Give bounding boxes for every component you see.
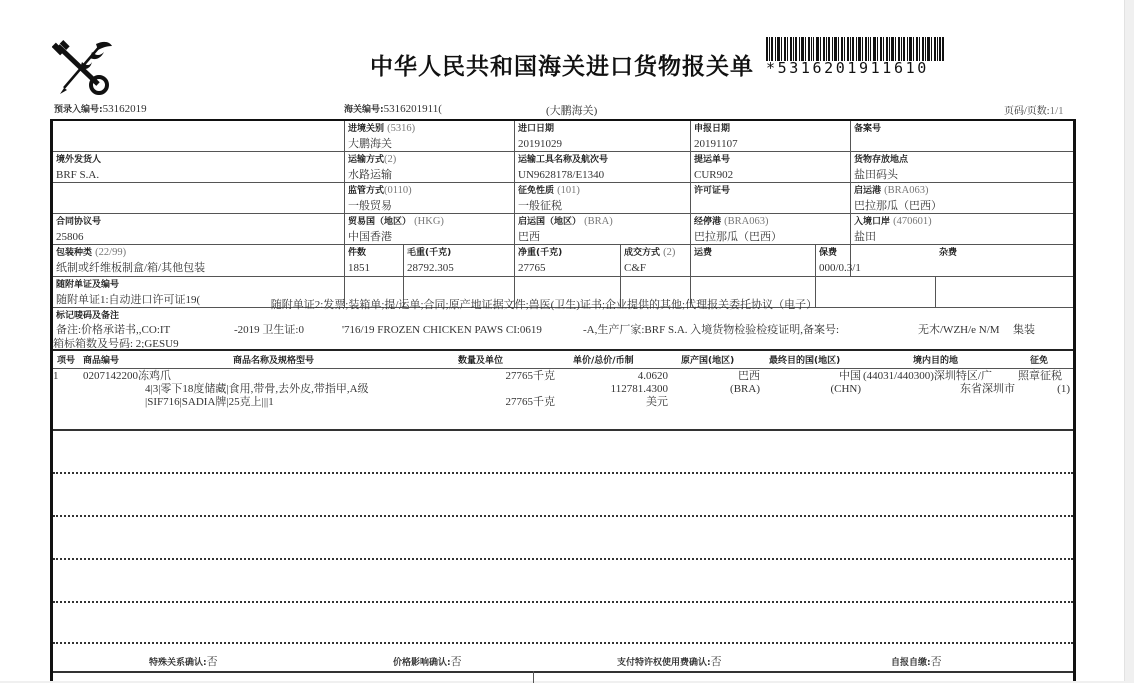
customs-number-label: 海关编号:	[344, 105, 384, 115]
item-hs-code: 0207142200	[83, 370, 138, 382]
item-destination: 中国	[839, 370, 861, 382]
remarks-part-b: -2019 卫生证:0	[234, 324, 304, 336]
viewer-scrollbar-track[interactable]	[1125, 0, 1134, 681]
field-record-no: 备案号	[854, 124, 882, 134]
customs-emblem-icon	[52, 38, 112, 96]
header-product-name: 商品名称及规格型号	[233, 356, 315, 366]
item-spec-line-2: |SIF716|SADIA牌|25克上|||1	[145, 396, 274, 408]
item-domestic-dest-1: (44031/440300)深圳特区/广	[863, 370, 992, 382]
remarks-part-a: 备注:价格承诺书,,CO:IT	[56, 324, 171, 336]
field-entry-customs: 进境关别 (5316) 大鹏海关	[348, 123, 416, 150]
field-entry-port: 入境口岸 (470601) 盐田	[854, 216, 932, 243]
field-gross-weight: 毛重(千克) 28792.305	[407, 248, 454, 274]
item-spec-line-1: 4|3|零下18度储藏|食用,带骨,去外皮,带指甲,A级	[145, 383, 369, 395]
customs-number	[344, 102, 442, 115]
item-currency: 美元	[646, 396, 668, 408]
header-quantity: 数量及单位	[458, 356, 504, 366]
header-origin: 原产国(地区)	[681, 356, 735, 366]
item-origin-code: (BRA)	[730, 383, 760, 395]
item-origin: 巴西	[738, 370, 760, 382]
field-bill-no: 提运单号 CUR902	[694, 155, 734, 181]
remarks-section: 标记唛码及备注 备注:价格承诺书,,CO:IT -2019 卫生证:0 '716/19 FROZEN CHICKEN PAWS CI:0619 -A,生产厂家:BRF S.A. 入境货物检验检疫证明,备案号: 无木/WZH/e N/M 集装 箱标箱数及号码: 2;GESU9	[53, 308, 1073, 348]
field-declare-date: 申报日期 20191107	[694, 124, 738, 150]
field-net-weight: 净重(千克) 27765	[518, 248, 563, 274]
field-pieces: 件数 1851	[348, 248, 370, 274]
item-domestic-dest-2: 东省深圳市	[960, 383, 1015, 395]
item-total-price: 112781.4300	[610, 383, 668, 395]
field-package-type: 包装种类 (22/99) 纸制或纤维板制盒/箱/其他包装	[56, 247, 206, 274]
field-transit-port: 经停港 (BRA063) 巴拉那瓜（巴西）	[694, 216, 782, 243]
barcode-icon	[766, 37, 944, 61]
field-insurance: 保费 000/0.3/1	[819, 248, 861, 274]
header-item-no: 项号	[57, 356, 76, 366]
header-domestic-dest: 境内目的地	[913, 356, 959, 366]
field-departure-country: 启运国（地区） (BRA) 巴西	[518, 216, 613, 243]
page-count-value: 1/1	[1049, 105, 1064, 117]
field-license-no: 许可证号	[694, 186, 731, 196]
item-no: 1	[53, 370, 59, 382]
item-unit-price: 4.0620	[637, 370, 668, 382]
barcode-number: *5316201911610	[766, 59, 929, 77]
field-overseas-shipper: 境外发货人 BRF S.A.	[56, 155, 102, 181]
item-quantity-1: 27765千克	[505, 370, 555, 382]
declaration-form	[50, 119, 1076, 681]
special-relation-confirm: 特殊关系确认:否	[149, 656, 218, 668]
field-departure-port: 启运港 (BRA063) 巴拉那瓜（巴西）	[854, 185, 942, 212]
item-levy-code: (1)	[1057, 383, 1070, 395]
page-count	[1004, 102, 1064, 117]
remarks-part-c: '716/19 FROZEN CHICKEN PAWS CI:0619	[342, 324, 542, 336]
price-influence-confirm: 价格影响确认:否	[393, 656, 462, 668]
header-hs-code: 商品编号	[83, 356, 120, 366]
field-freight: 运费	[694, 248, 713, 258]
remarks-part-f: 集装	[1013, 324, 1035, 336]
item-name: 冻鸡爪	[138, 370, 171, 382]
field-trade-terms: 成交方式 (2) C&F	[624, 247, 676, 274]
customs-office	[546, 102, 597, 118]
item-quantity-2: 27765千克	[505, 396, 555, 408]
item-levy: 照章征税	[1018, 370, 1062, 382]
header-levy: 征免	[1030, 356, 1049, 366]
attached-documents: 随附单证及编号 随附单证1:自动进口许可证19( 随附单证2:发票;装箱单;提/运单;合同;原产地证据文件;兽医(卫生)证书;企业提供的其他;代理报关委托协议（电子）	[56, 280, 818, 311]
pre-entry-value: 53162019	[102, 103, 147, 115]
field-transport-mode: 运输方式(2) 水路运输	[348, 154, 397, 181]
field-vessel-voyage: 运输工具名称及航次号 UN9628178/E1340	[518, 155, 609, 181]
remarks-part-e: 无木/WZH/e N/M	[918, 324, 1000, 336]
pre-entry-label: 预录入编号:	[54, 105, 103, 115]
remarks-part-d: -A,生产厂家:BRF S.A. 入境货物检验检疫证明,备案号:	[583, 324, 840, 336]
field-contract-no: 合同协议号 25806	[56, 217, 102, 243]
header-destination: 最终目的国(地区)	[769, 356, 841, 366]
pre-entry-number	[54, 102, 147, 115]
attached-doc-1: 随附单证1:自动进口许可证19(	[56, 294, 201, 306]
header-price: 单价/总价/币制	[573, 356, 634, 366]
document-title: 中华人民共和国海关进口货物报关单	[370, 54, 754, 80]
remarks-line-2: 箱标箱数及号码: 2;GESU9	[53, 338, 179, 348]
field-misc-fee: 杂费	[939, 248, 958, 258]
royalty-confirm: 支付特许权使用费确认:否	[617, 656, 722, 668]
attached-doc-2: 随附单证2:发票;装箱单;提/运单;合同;原产地证据文件;兽医(卫生)证书;企业提供的其他;代理报关委托协议（电子）	[270, 299, 818, 311]
field-supervision-mode: 监管方式(0110) 一般贸易	[348, 185, 412, 212]
customs-office-value: (大鹏海关)	[546, 105, 598, 117]
field-import-date: 进口日期 20191029	[518, 124, 562, 150]
customs-number-value: 5316201911(	[383, 103, 442, 115]
field-storage-place: 货物存放地点 盐田码头	[854, 155, 909, 181]
item-destination-code: (CHN)	[830, 383, 861, 395]
field-levy-nature: 征免性质 (101) 一般征税	[518, 185, 580, 212]
self-report-confirm: 自报自缴:否	[891, 656, 942, 668]
field-trade-country: 贸易国（地区） (HKG) 中国香港	[348, 216, 444, 243]
page-count-label: 页码/页数:	[1004, 106, 1050, 117]
